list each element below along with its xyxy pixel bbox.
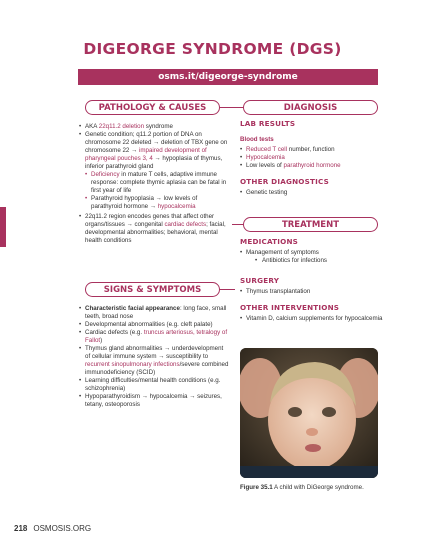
surgery-heading: SURGERY (240, 276, 280, 285)
list-item: • Genetic condition; q11.2 portion of DNA on chromosome 22 deleted → deletion of TBX gene on chromosome 22 → impaired development of pharyngeal pouches 3, 4 → hypoplasia of thymus, inferior parathyroid gland (79, 131, 229, 171)
topic-url-link[interactable]: osms.it/digeorge-syndrome (78, 69, 378, 85)
diagnosis-section (240, 120, 385, 197)
signs-section (79, 305, 229, 409)
list-subitem: • Parathyroid hypoplasia → low levels of parathyroid hormone → hypocalcemia (79, 195, 229, 211)
list-item: • Reduced T cell number, function (240, 146, 385, 154)
list-item: • Hypoparathyroidism → hypocalcemia → seizures, tetany, osteoporosis (79, 393, 229, 409)
lab-results-heading: LAB RESULTS (240, 119, 296, 128)
treatment-section (240, 238, 385, 323)
list-item: • 22q11.2 region encodes genes that affect other organs/tissues → congenital cardiac defects; facial, developmental abnormalities; behavioral, mental health conditions (79, 213, 229, 245)
page-number: 218 (14, 524, 28, 533)
list-item: • AKA 22q11.2 deletion syndrome (79, 123, 229, 131)
list-item: • Thymus transplantation (240, 288, 385, 296)
list-item: • Vitamin D, calcium supplements for hypocalcemia (240, 315, 385, 323)
other-interventions-heading: OTHER INTERVENTIONS (240, 303, 340, 312)
page-footer (14, 524, 91, 533)
list-item: • Learning difficulties/mental health conditions (e.g. schizophrenia) (79, 377, 229, 393)
list-item: • Hypocalcemia (240, 154, 385, 162)
list-subitem: • Antibiotics for infections (240, 257, 385, 265)
blood-tests-heading: Blood tests (240, 136, 274, 143)
page-title: DIGEORGE SYNDROME (DGS) (83, 40, 342, 58)
list-item: • Low levels of parathyroid hormone (240, 162, 385, 170)
list-item: • Cardiac defects (e.g. truncus arteriosus, tetralogy of Fallot) (79, 329, 229, 345)
list-item: • Characteristic facial appearance: long face, small teeth, broad nose (79, 305, 229, 321)
list-subitem: • Deficiency in mature T cells, adaptive immune response: complete thymic aplasia can be fatal in first year of life (79, 171, 229, 195)
diagnosis-header: DIAGNOSIS (243, 100, 378, 115)
pathology-section (79, 123, 229, 245)
list-item: • Management of symptoms (240, 249, 385, 257)
list-item: • Genetic testing (240, 189, 385, 197)
chapter-side-tab (0, 207, 6, 247)
footer-site[interactable]: OSMOSIS.ORG (33, 524, 92, 533)
treatment-header: TREATMENT (243, 217, 378, 232)
medications-heading: MEDICATIONS (240, 237, 299, 246)
list-item: • Thymus gland abnormalities → underdevelopment of cellular immune system → susceptibility to recurrent sinopulmonary infections/severe combined immunodeficiency (SCID) (79, 345, 229, 377)
list-item: • Developmental abnormalities (e.g. cleft palate) (79, 321, 229, 329)
figure-caption: Figure 35.1 A child with DiGeorge syndrome. (240, 484, 364, 491)
other-diagnostics-heading: OTHER DIAGNOSTICS (240, 177, 329, 186)
pathology-causes-header: PATHOLOGY & CAUSES (85, 100, 220, 115)
child-photo (240, 348, 378, 478)
signs-symptoms-header: SIGNS & SYMPTOMS (85, 282, 220, 297)
